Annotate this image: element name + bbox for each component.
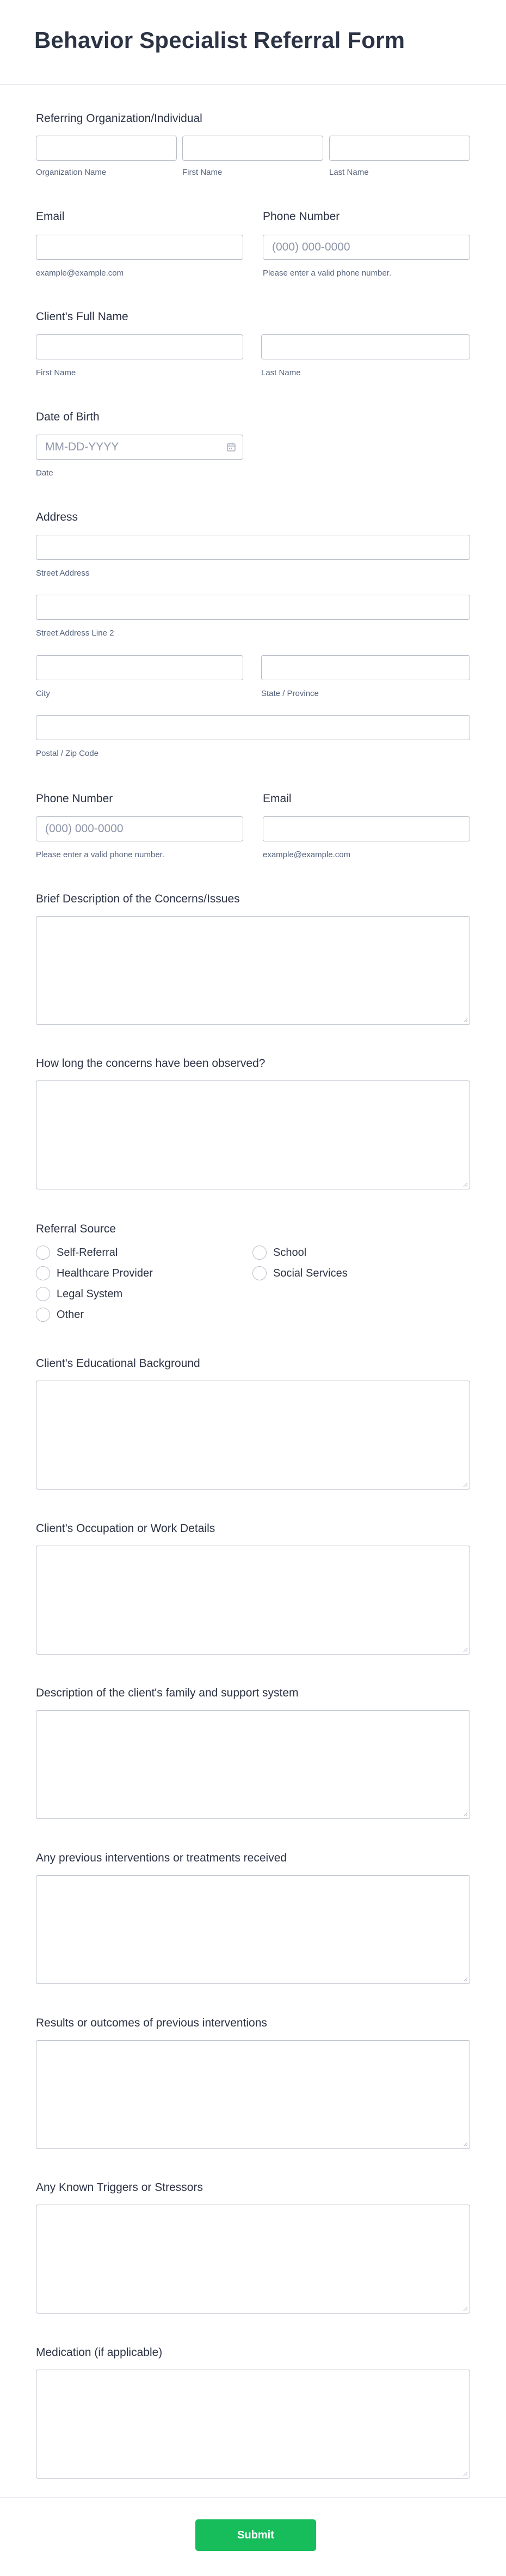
resize-grip-icon[interactable] (462, 2471, 468, 2476)
phone-placeholder: (000) 000-0000 (272, 241, 350, 253)
resize-grip-icon[interactable] (462, 1811, 468, 1817)
interventions-textarea[interactable] (36, 1875, 470, 1984)
dob-label: Date of Birth (36, 411, 100, 423)
client-email-input[interactable] (263, 816, 470, 841)
referral-source-label: Referral Source (36, 1223, 116, 1235)
education-label: Client's Educational Background (36, 1357, 200, 1370)
radio-label: Self-Referral (57, 1246, 118, 1259)
referrer-last-name-sublabel: Last Name (329, 168, 369, 177)
concerns-textarea[interactable] (36, 916, 470, 1025)
concerns-label: Brief Description of the Concerns/Issues (36, 893, 240, 905)
radio-legal-system[interactable] (36, 1286, 122, 1302)
family-textarea[interactable] (36, 1710, 470, 1819)
referrer-first-name-input[interactable] (182, 136, 323, 161)
resize-grip-icon[interactable] (462, 1017, 468, 1023)
address-label: Address (36, 511, 78, 523)
results-label: Results or outcomes of previous interventions (36, 2017, 267, 2029)
client-first-name-input[interactable] (36, 334, 243, 359)
zip-input[interactable] (36, 715, 470, 740)
triggers-textarea[interactable] (36, 2205, 470, 2313)
occupation-textarea[interactable] (36, 1546, 470, 1655)
state-sublabel: State / Province (261, 689, 319, 698)
page-title: Behavior Specialist Referral Form (34, 27, 405, 53)
client-phone-input[interactable] (36, 816, 243, 841)
client-name-label: Client's Full Name (36, 310, 128, 323)
radio-social-services[interactable] (252, 1265, 348, 1281)
client-phone-label: Phone Number (36, 792, 113, 805)
calendar-icon[interactable] (226, 442, 236, 452)
duration-label: How long the concerns have been observed? (36, 1057, 266, 1070)
submit-button[interactable]: Submit (195, 2519, 316, 2551)
phone-sublabel: Please enter a valid phone number. (263, 268, 391, 278)
client-email-sublabel: example@example.com (263, 850, 351, 859)
interventions-label: Any previous interventions or treatments received (36, 1852, 287, 1864)
radio-label: Legal System (57, 1287, 123, 1300)
client-email-label: Email (263, 792, 292, 805)
email-input[interactable] (36, 235, 243, 260)
street-address-sublabel: Street Address (36, 569, 90, 578)
email-sublabel: example@example.com (36, 268, 124, 278)
street-address-input[interactable] (36, 535, 470, 560)
radio-button[interactable] (252, 1246, 267, 1260)
resize-grip-icon[interactable] (462, 1976, 468, 1982)
form-header (0, 0, 506, 85)
organization-name-input[interactable] (36, 136, 177, 161)
resize-grip-icon[interactable] (462, 1182, 468, 1187)
referring-label: Referring Organization/Individual (36, 112, 202, 125)
radio-button[interactable] (36, 1287, 50, 1301)
family-label: Description of the client's family and support system (36, 1687, 299, 1699)
radio-label: School (273, 1246, 307, 1259)
radio-button[interactable] (36, 1308, 50, 1322)
referrer-first-name-sublabel: First Name (182, 168, 223, 177)
radio-school[interactable] (252, 1244, 306, 1261)
street-address-line2-input[interactable] (36, 595, 470, 620)
zip-sublabel: Postal / Zip Code (36, 749, 99, 758)
radio-button[interactable] (36, 1266, 50, 1280)
radio-healthcare-provider[interactable] (36, 1265, 153, 1281)
state-input[interactable] (261, 655, 470, 680)
city-sublabel: City (36, 689, 50, 698)
client-first-name-sublabel: First Name (36, 368, 76, 377)
dob-input[interactable] (36, 435, 243, 460)
radio-button[interactable] (252, 1266, 267, 1280)
client-phone-placeholder: (000) 000-0000 (45, 822, 124, 835)
education-textarea[interactable] (36, 1381, 470, 1490)
duration-textarea[interactable] (36, 1081, 470, 1189)
resize-grip-icon[interactable] (462, 1482, 468, 1487)
street-address-line2-sublabel: Street Address Line 2 (36, 628, 114, 638)
medication-textarea[interactable] (36, 2370, 470, 2479)
radio-button[interactable] (36, 1246, 50, 1260)
dob-sublabel: Date (36, 468, 53, 478)
radio-label: Other (57, 1308, 84, 1321)
occupation-label: Client's Occupation or Work Details (36, 1522, 215, 1535)
medication-label: Medication (if applicable) (36, 2346, 163, 2359)
client-phone-sublabel: Please enter a valid phone number. (36, 850, 164, 859)
resize-grip-icon[interactable] (462, 1647, 468, 1652)
email-label: Email (36, 210, 65, 223)
phone-input[interactable] (263, 235, 470, 260)
dob-placeholder: MM-DD-YYYY (45, 441, 119, 453)
organization-name-sublabel: Organization Name (36, 168, 107, 177)
resize-grip-icon[interactable] (462, 2306, 468, 2311)
radio-label: Social Services (273, 1267, 348, 1279)
radio-other[interactable] (36, 1307, 84, 1323)
radio-self-referral[interactable] (36, 1244, 118, 1261)
resize-grip-icon[interactable] (462, 2141, 468, 2147)
phone-label: Phone Number (263, 210, 340, 223)
client-last-name-input[interactable] (261, 334, 470, 359)
results-textarea[interactable] (36, 2040, 470, 2149)
city-input[interactable] (36, 655, 243, 680)
radio-label: Healthcare Provider (57, 1267, 153, 1279)
referrer-last-name-input[interactable] (329, 136, 470, 161)
triggers-label: Any Known Triggers or Stressors (36, 2181, 203, 2194)
client-last-name-sublabel: Last Name (261, 368, 301, 377)
